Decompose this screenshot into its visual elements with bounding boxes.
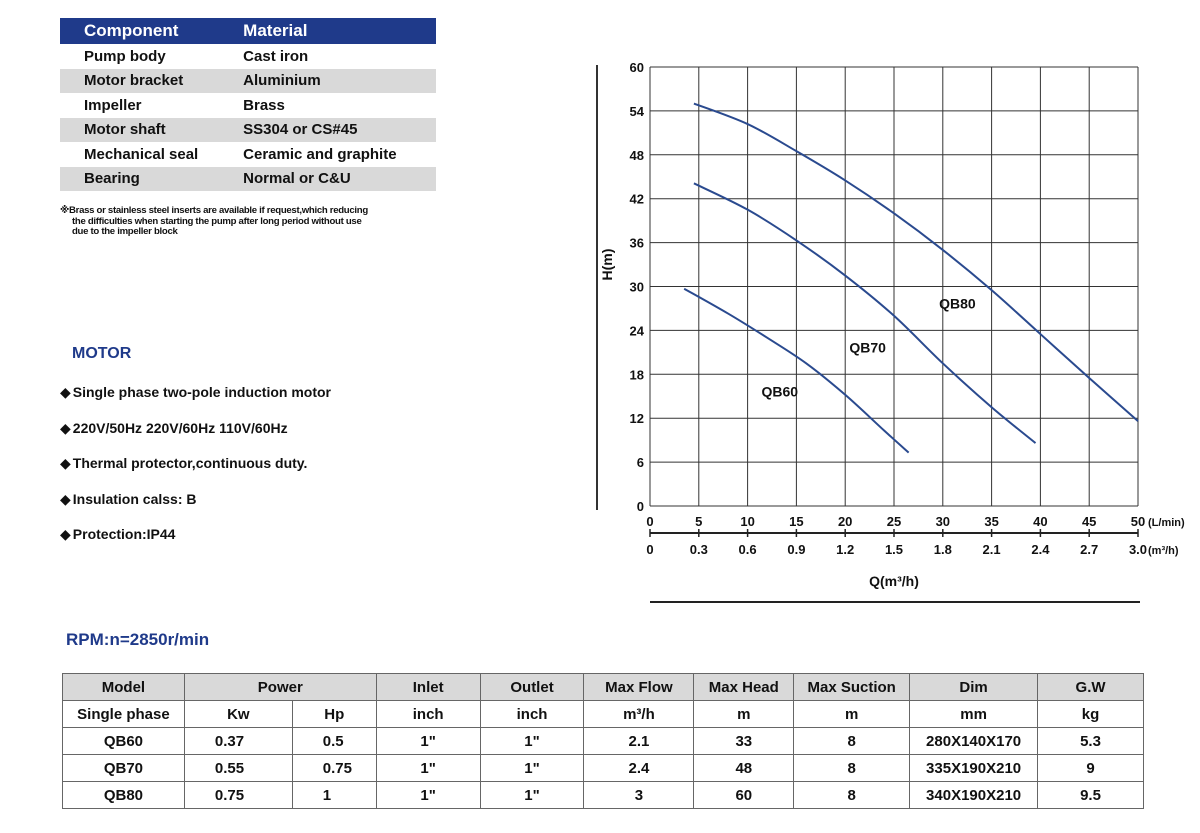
materials-row [60,167,436,192]
material-cell: Normal or C&U [231,167,436,192]
materials-row [60,118,436,143]
motor-spec-text: 220V/50Hz 220V/60Hz 110V/60Hz [72,419,288,436]
motor-heading: MOTOR [72,345,132,362]
diamond-bullet-icon: ◆ [60,419,71,436]
unit-cell: m³/h [584,701,694,728]
unit-cell: Kw [184,701,292,728]
header-max-suction: Max Suction [794,674,910,701]
footnote-line: ※Brass or stainless steel inserts are available if request,which reducing [60,205,368,216]
material-cell: Ceramic and graphite [243,145,397,163]
materials-row [60,69,436,94]
component-cell: Bearing [60,167,231,192]
x-tick-label-lmin: 40 [1033,514,1048,529]
diamond-bullet-icon: ◆ [60,490,71,507]
y-tick-label: 0 [636,499,644,514]
spec-cell: 33 [694,728,794,755]
x-tick-label-m3h: 1.8 [933,542,952,557]
spec-data-row [63,728,1144,755]
spec-cell: QB80 [63,782,185,809]
diamond-bullet-icon: ◆ [60,384,71,400]
materials-row [60,93,436,118]
unit-cell: Single phase [63,701,185,728]
spec-cell: 0.55 [184,755,292,782]
component-cell: Pump body [84,47,166,65]
curve-label-qb70: QB70 [849,339,886,356]
motor-spec-item [60,420,331,456]
spec-cell: 340X190X210 [910,782,1038,809]
spec-cell: 335X190X210 [910,755,1038,782]
x-tick-label-lmin: 30 [935,514,951,529]
header-max-flow: Max Flow [584,674,694,701]
spec-cell: 8 [794,755,910,782]
x-unit-top-label: (L/min) [1148,517,1185,529]
spec-header-row [63,674,1144,701]
header-material: Material [231,18,436,44]
component-cell: Motor shaft [60,118,231,143]
spec-cell: 2.4 [584,755,694,782]
materials-footnote [60,206,440,238]
motor-spec-text: Single phase two-pole induction motor [72,384,332,400]
performance-curve-chart [590,55,1190,615]
y-tick-label: 42 [629,191,644,207]
x-tick-label-lmin: 25 [886,514,902,529]
x-tick-label-m3h: 0 [646,542,654,557]
spec-cell: 0.37 [184,728,292,755]
spec-cell: 3 [584,782,694,809]
materials-header-row [60,18,436,44]
x-tick-label-lmin: 10 [740,514,755,529]
x-tick-label-lmin: 15 [789,514,804,529]
rpm-label: RPM:n=2850r/min [66,630,210,649]
y-tick-label: 6 [636,455,644,471]
material-cell: Cast iron [243,47,309,65]
header-max-head: Max Head [694,674,794,701]
curve-label-qb80: QB80 [939,295,976,312]
x-tick-label-m3h: 2.1 [982,542,1001,557]
unit-cell: mm [910,701,1038,728]
header-outlet: Outlet [480,674,584,701]
spec-cell: QB70 [63,755,185,782]
spec-cell: 1" [376,728,480,755]
curve-qb70 [694,183,1036,443]
spec-cell: 1" [480,755,584,782]
y-tick-label: 24 [629,323,644,339]
y-tick-label: 30 [629,279,644,295]
x-tick-label-lmin: 45 [1081,514,1097,529]
x-tick-label-m3h: 1.2 [836,542,855,557]
y-tick-label: 36 [629,235,644,251]
header-model: Model [63,674,185,701]
y-tick-label: 48 [629,147,644,163]
spec-data-row [63,782,1144,809]
spec-cell: 8 [794,728,910,755]
spec-cell: 280X140X170 [910,728,1038,755]
spec-data-row [63,755,1144,782]
x-tick-label-m3h: 0.3 [689,542,708,557]
spec-unit-row [63,701,1144,728]
x-tick-label-m3h: 2.7 [1080,542,1099,557]
spec-cell: 5.3 [1038,728,1144,755]
component-cell: Impeller [84,96,142,114]
materials-row [60,44,436,69]
spec-cell: 9.5 [1038,782,1144,809]
unit-cell: m [794,701,910,728]
spec-cell: 60 [694,782,794,809]
material-cell: SS304 or CS#45 [231,118,436,143]
footnote-line: the difficulties when starting the pump after long period without use [72,215,362,227]
unit-cell: Hp [292,701,376,728]
x-tick-label-m3h: 0.6 [738,542,757,557]
unit-cell: inch [376,701,480,728]
footnote-line: due to the impeller block [72,226,178,237]
x-tick-label-lmin: 20 [837,514,853,529]
header-dim: Dim [910,674,1038,701]
diamond-bullet-icon: ◆ [60,526,71,542]
header-component: Component [60,18,231,44]
unit-cell: m [694,701,794,728]
spec-cell: 1" [376,782,480,809]
motor-spec-text: Thermal protector,continuous duty. [72,455,308,471]
motor-spec-text: Insulation calss: B [72,490,197,507]
spec-cell: 1 [292,782,376,809]
spec-cell: 8 [794,782,910,809]
header-power: Power [184,674,376,701]
y-tick-label: 12 [629,411,644,427]
motor-spec-item [60,526,331,562]
spec-table [62,673,1144,809]
component-cell: Mechanical seal [84,145,199,163]
y-tick-label: 54 [629,103,644,119]
x-tick-label-m3h: 2.4 [1031,542,1050,557]
spec-cell: 0.75 [184,782,292,809]
unit-cell: inch [480,701,584,728]
motor-spec-item [60,491,331,527]
y-tick-label: 18 [629,367,644,383]
curve-label-qb60: QB60 [761,383,799,400]
x-axis-label: Q(m³/h) [869,573,919,589]
header-gw: G.W [1038,674,1144,701]
x-tick-label-m3h: 3.0 [1128,542,1148,557]
material-cell: Aluminium [231,69,436,94]
motor-spec-list [60,384,331,562]
motor-spec-item [60,455,331,491]
x-tick-label-lmin: 5 [695,514,703,529]
spec-cell: 1" [480,782,584,809]
spec-cell: 1" [376,755,480,782]
x-tick-label-lmin: 50 [1130,514,1146,529]
y-tick-label: 60 [629,60,644,75]
spec-cell: 1" [480,728,584,755]
x-tick-label-m3h: 0.9 [787,542,806,557]
spec-cell: QB60 [63,728,185,755]
curve-qb80 [694,104,1138,422]
materials-table [60,18,436,191]
unit-cell: kg [1038,701,1144,728]
x-tick-label-lmin: 0 [646,514,654,529]
x-tick-label-m3h: 1.5 [884,542,904,557]
x-tick-label-lmin: 35 [984,514,999,529]
spec-cell: 48 [694,755,794,782]
header-inlet: Inlet [376,674,480,701]
spec-cell: 0.75 [292,755,376,782]
motor-spec-item [60,384,331,420]
materials-row [60,142,436,167]
diamond-bullet-icon: ◆ [60,455,71,471]
material-cell: Brass [243,96,285,114]
spec-cell: 0.5 [292,728,376,755]
x-unit-bottom-label: (m³/h) [1148,545,1179,557]
y-axis-label: H(m) [599,248,615,281]
spec-cell: 9 [1038,755,1144,782]
spec-cell: 2.1 [584,728,694,755]
motor-spec-text: Protection:IP44 [72,526,176,542]
component-cell: Motor bracket [60,69,231,94]
